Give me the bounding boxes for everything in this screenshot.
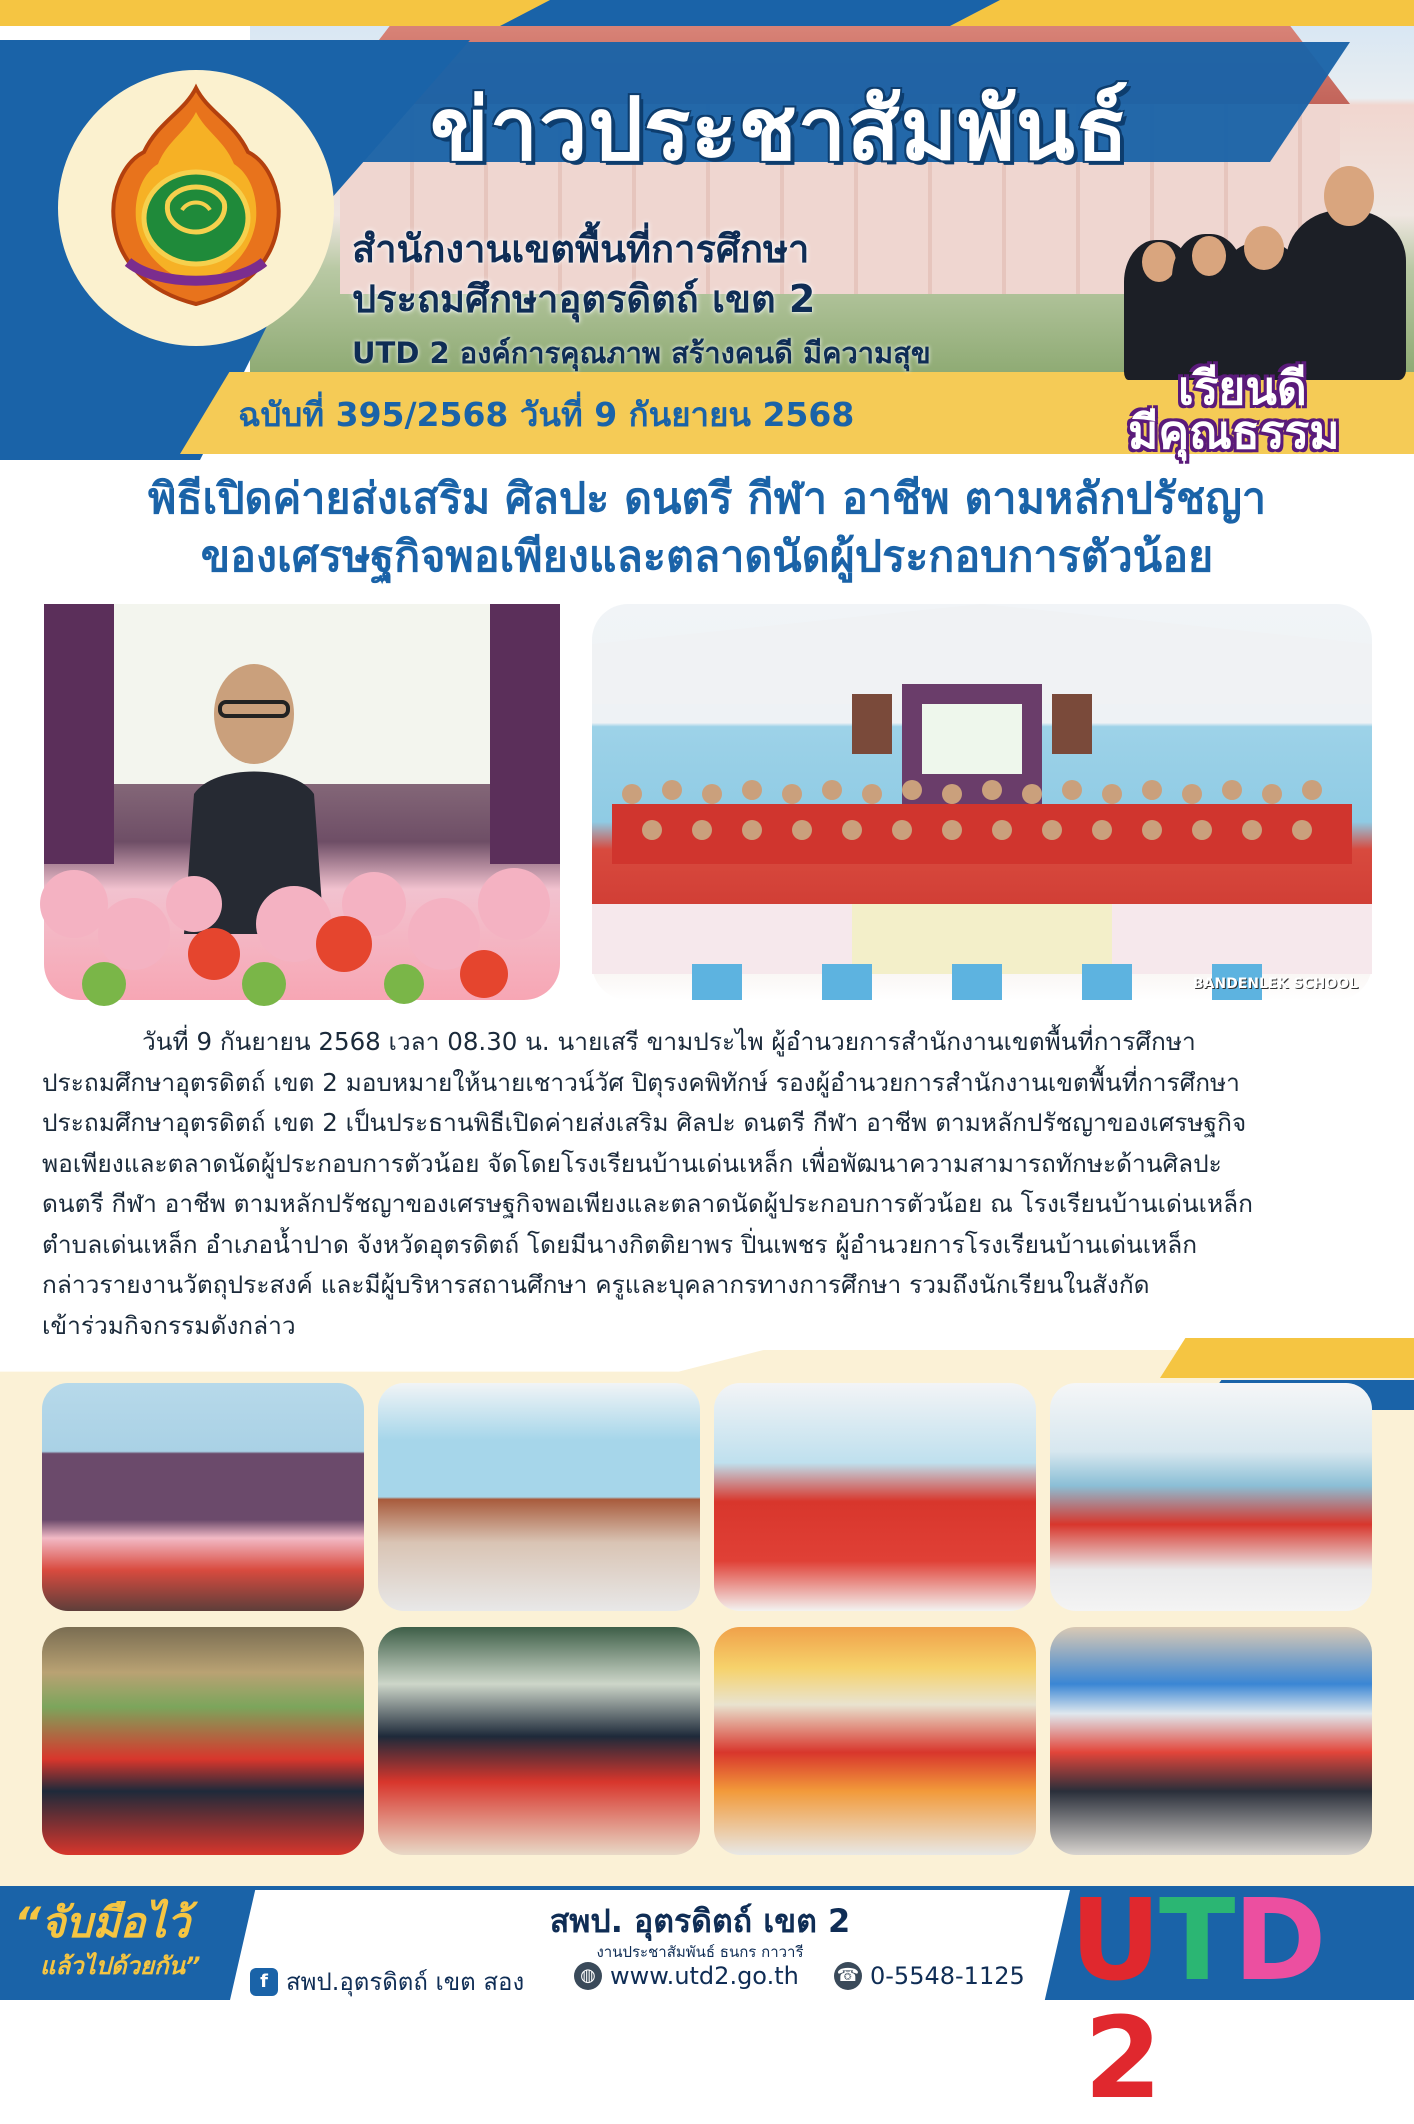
phone-number: 0-5548-1125 (870, 1962, 1025, 1990)
gold-accent-stripe (1160, 1338, 1414, 1378)
issue-number: ฉบับที่ 395/2568 วันที่ 9 กันยายน 2568 (238, 395, 855, 434)
speaker-illustration (44, 604, 560, 1000)
body-line: เข้าร่วมกิจกรรมดังกล่าว (42, 1310, 296, 1340)
photo-stage-ceremony (42, 1383, 364, 1611)
executives-photo (1120, 160, 1414, 380)
photo-group-participants (592, 604, 1372, 1000)
footer-org-name: สพป. อุตรดิตถ์ เขต 2 (549, 1902, 851, 1940)
body-line: ประถมศึกษาอุตรดิตถ์ เขต 2 เป็นประธานพิธีเปิดค่ายส่งเสริม ศิลปะ ดนตรี กีฬา อาชีพ ตามหลักปรัชญาของเศรษฐกิจ (42, 1108, 1247, 1137)
footer-credit: งานประชาสัมพันธ์ ธนกร กาวารี (596, 1943, 804, 1961)
photo-watermark: BANDENLEK SCHOOL (1192, 976, 1358, 992)
obec-emblem-icon (88, 82, 304, 312)
brand-letter-t: T (1158, 1876, 1234, 2006)
facebook-page-name: สพป.อุตรดิตถ์ เขต สอง (286, 1968, 525, 1996)
facebook-icon: f (250, 1968, 278, 1996)
phone-contact[interactable] (834, 1962, 1025, 1990)
body-line: ดนตรี กีฬา อาชีพ ตามหลักปรัชญาของเศรษฐกิจพอเพียงและตลาดนัดผู้ประกอบการตัวน้อย ณ โรงเรียนบ้านเด่นเหล็ก (42, 1189, 1254, 1218)
photo-guests-seated (378, 1383, 700, 1611)
org-name-line2: ประถมศึกษาอุตรดิตถ์ เขต 2 (352, 277, 816, 321)
photo-outdoor-visit (42, 1627, 364, 1855)
motto-line2: มีคุณธรรม (1128, 405, 1340, 459)
footer-slogan-line1: “จับมือไว้ (14, 1898, 190, 1947)
body-line: พอเพียงและตลาดนัดผู้ประกอบการตัวน้อย จัดโดยโรงเรียนบ้านเด่นเหล็ก เพื่อพัฒนาความสามารถทักษะด้านศิลปะ (42, 1148, 1222, 1178)
headline-line1: พิธีเปิดค่ายส่งเสริม ศิลปะ ดนตรี กีฬา อาชีพ ตามหลักปรัชญา (147, 474, 1267, 524)
utd2-brand-logo (1070, 1876, 1414, 2124)
page-title: ข่าวประชาสัมพันธ์ (430, 80, 1130, 180)
brand-letter-u: U (1070, 1876, 1159, 2006)
footer-slogan-line2: แล้วไปด้วยกัน” (40, 1952, 201, 1980)
org-slogan: UTD 2 องค์การคุณภาพ สร้างคนดี มีความสุข (352, 336, 931, 370)
globe-icon: ◍ (574, 1962, 602, 1990)
body-line: กล่าวรายงานวัตถุประสงค์ และมีผู้บริหารสถานศึกษา ครูและบุคลากรทางการศึกษา รวมถึงนักเรียนในสังกัด (42, 1270, 1150, 1299)
body-line: วันที่ 9 กันยายน 2568 เวลา 08.30 น. นายเสรี ขามประไพ ผู้อำนวยการสำนักงานเขตพื้นที่การศึกษา (142, 1027, 1196, 1056)
news-body (42, 1022, 1382, 1346)
photo-students-booth (378, 1627, 700, 1855)
news-headline (60, 470, 1354, 586)
website-contact[interactable] (574, 1962, 799, 1990)
headline-line2: ของเศรษฐกิจพอเพียงและตลาดนัดผู้ประกอบการตัวน้อย (200, 532, 1214, 582)
body-line: ตำบลเด่นเหล็ก อำเภอน้ำปาด จังหวัดอุตรดิตถ์ โดยมีนางกิตติยาพร ปิ่นเพชร ผู้อำนวยการโรงเรียนบ้านเด่นเหล็ก (42, 1229, 1198, 1259)
photo-speaker-at-podium (44, 604, 560, 1000)
brand-letter-d: D (1233, 1876, 1325, 2006)
group-illustration (592, 604, 1372, 1000)
motto-line1: เรียนดี (1178, 361, 1307, 415)
phone-icon: ☎ (834, 1962, 862, 1990)
blue-top-stripe (500, 0, 1000, 26)
facebook-contact[interactable] (250, 1962, 524, 2001)
photo-students-performing (714, 1383, 1036, 1611)
org-name-line1: สำนักงานเขตพื้นที่การศึกษา (352, 227, 810, 271)
photo-market-stall (714, 1627, 1036, 1855)
photo-hall-activity (1050, 1383, 1372, 1611)
website-url: www.utd2.go.th (610, 1962, 799, 1990)
brand-letter-2: 2 (1084, 1994, 1160, 2124)
photo-outdoor-tents (1050, 1627, 1372, 1855)
body-line: ประถมศึกษาอุตรดิตถ์ เขต 2 มอบหมายให้นายเชาวน์วัศ ปิตุรงคพิทักษ์ รองผู้อำนวยการสำนักงานเขตพื้นที่การศึกษา (42, 1067, 1240, 1097)
